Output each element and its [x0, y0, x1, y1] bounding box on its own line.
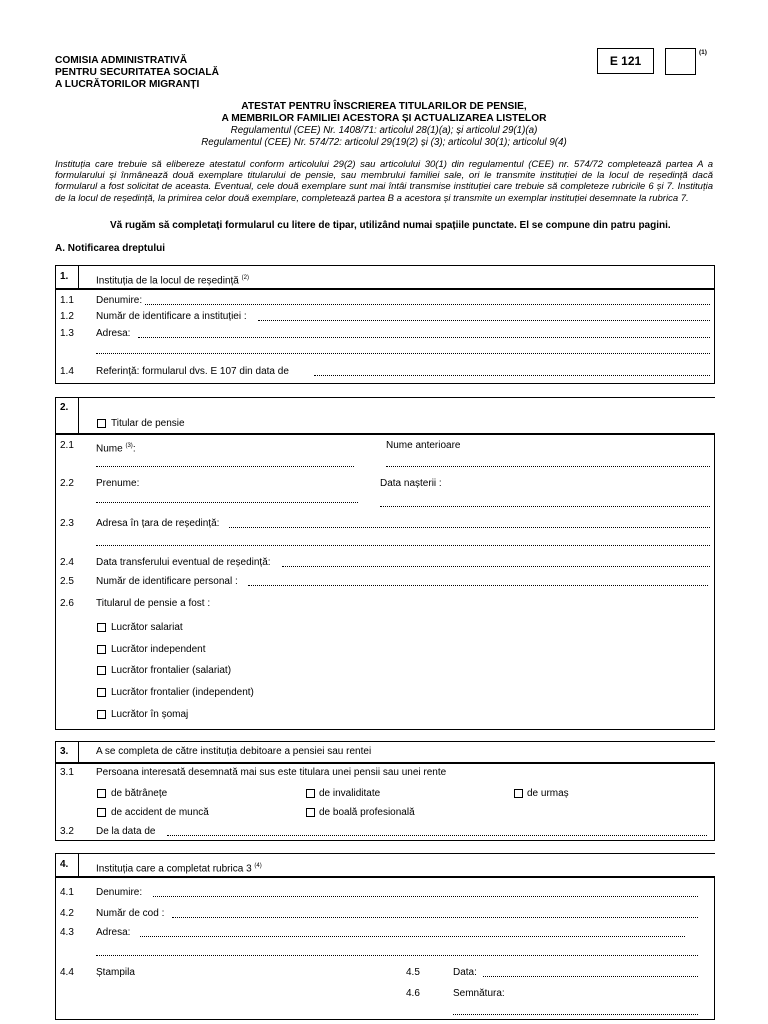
- title-line1: ATESTAT PENTRU ÎNSCRIEREA TITULARILOR DE PENSIE,: [241, 101, 527, 112]
- row-2-5-label: Număr de identificare personal :: [96, 576, 238, 587]
- issuing-date-field[interactable]: [483, 976, 698, 977]
- row-1-4-number: 1.4: [60, 366, 74, 377]
- row-1-3-number: 1.3: [60, 328, 74, 339]
- row-1-3-label: Adresa:: [96, 328, 131, 339]
- firstname-field[interactable]: [96, 502, 358, 503]
- section-4-heading-text: Instituția care a completat rubrica 3: [96, 863, 252, 875]
- row-3-2-number: 3.2: [60, 826, 74, 837]
- row-2-6-label: Titularul de pensie a fost :: [96, 598, 211, 609]
- section-1-heading: [96, 272, 249, 287]
- row-2-1-note: (3): [125, 443, 133, 449]
- row-4-1-number: 4.1: [60, 887, 74, 898]
- birthdate-field[interactable]: [380, 506, 710, 507]
- issuing-address-field-2[interactable]: [96, 955, 698, 956]
- start-date-field[interactable]: [167, 835, 707, 836]
- row-2-2-number: 2.2: [60, 478, 74, 489]
- section-2-number: 2.: [55, 397, 79, 434]
- personal-id-field[interactable]: [248, 585, 708, 586]
- row-2-6-number: 2.6: [60, 598, 74, 609]
- row-4-5-number: 4.5: [406, 967, 420, 978]
- header-org-line2: PENTRU SECURITATEA SOCIALĂ: [55, 67, 219, 78]
- row-2-1-label-text: Nume: [96, 443, 123, 455]
- row-4-4-label: Ștampila: [96, 967, 135, 978]
- row-1-2-label: Număr de identificare a instituției :: [96, 311, 247, 322]
- residence-address-field-2[interactable]: [96, 545, 710, 546]
- option-frontier-employee-label: Lucrător frontalier (salariat): [111, 665, 232, 676]
- issuing-address-field-1[interactable]: [140, 936, 685, 937]
- form-blank-box[interactable]: [665, 48, 696, 75]
- row-2-4-number: 2.4: [60, 557, 74, 568]
- row-2-2-label: Prenume:: [96, 478, 140, 489]
- transfer-date-field[interactable]: [282, 566, 710, 567]
- work-accident-label: de accident de muncă: [111, 807, 209, 818]
- issuing-code-field[interactable]: [172, 917, 698, 918]
- occupational-disease-checkbox[interactable]: [306, 808, 315, 817]
- section-4-body-box: [55, 877, 715, 1020]
- instruction-text: Vă rugăm să completați formularul cu litere de tipar, utilizând numai spațiile punctate. El se compune din patru pagini.: [110, 220, 671, 231]
- row-1-1-label: Denumire:: [96, 295, 143, 306]
- row-4-5-label: Data:: [453, 967, 477, 978]
- section-4-number: 4.: [55, 853, 79, 877]
- row-3-1-label: Persoana interesată desemnată mai sus este titulara unei pensii sau unei rente: [96, 767, 447, 778]
- invalidity-label: de invaliditate: [319, 788, 381, 799]
- section-4-heading: [96, 860, 262, 875]
- signature-field[interactable]: [453, 1014, 698, 1015]
- row-2-1-label: [96, 440, 136, 455]
- titular-checkbox-label: Titular de pensie: [111, 418, 185, 429]
- section-1-number: 1.: [55, 265, 79, 289]
- row-4-2-number: 4.2: [60, 908, 74, 919]
- row-2-1-colon: :: [132, 443, 136, 455]
- section-3-number: 3.: [55, 741, 79, 763]
- former-names-field[interactable]: [386, 466, 710, 467]
- form-code-box: E 121: [597, 48, 654, 74]
- option-self-employed-checkbox[interactable]: [97, 645, 106, 654]
- regulation-line1: Regulamentul (CEE) Nr. 1408/71: articolul 28(1)(a); și articolul 29(1)(a): [230, 125, 538, 136]
- old-age-checkbox[interactable]: [97, 789, 106, 798]
- option-frontier-self-employed-label: Lucrător frontalier (independent): [111, 687, 254, 698]
- row-2-1-right-label: Nume anterioare: [386, 440, 461, 451]
- invalidity-checkbox[interactable]: [306, 789, 315, 798]
- row-3-1-number: 3.1: [60, 767, 74, 778]
- residence-address-field-1[interactable]: [229, 527, 710, 528]
- row-1-1-number: 1.1: [60, 295, 74, 306]
- footnote-mark: (1): [699, 49, 707, 56]
- row-2-4-label: Data transferului eventual de reședință:: [96, 557, 271, 568]
- row-2-3-number: 2.3: [60, 518, 74, 529]
- name-field[interactable]: [145, 304, 710, 305]
- section-a-title: A. Notificarea dreptului: [55, 243, 166, 254]
- address-field-2[interactable]: [96, 353, 710, 354]
- row-2-2-right-label: Data nașterii :: [380, 478, 442, 489]
- option-self-employed-label: Lucrător independent: [111, 644, 206, 655]
- row-4-3-label: Adresa:: [96, 927, 131, 938]
- row-2-1-number: 2.1: [60, 440, 74, 451]
- section-3-heading: A se completa de către instituția debitoare a pensiei sau rentei: [96, 746, 372, 757]
- survivor-label: de urmaș: [527, 788, 569, 799]
- row-2-3-label: Adresa în țara de reședință:: [96, 518, 220, 529]
- row-4-6-number: 4.6: [406, 988, 420, 999]
- row-1-2-number: 1.2: [60, 311, 74, 322]
- institution-id-field[interactable]: [258, 320, 710, 321]
- regulation-line2: Regulamentul (CEE) Nr. 574/72: articolul 29(19(2) și (3); articolul 30(1); articolul 9(4): [201, 137, 567, 148]
- occupational-disease-label: de boală profesională: [319, 807, 415, 818]
- section-1-heading-note: (2): [241, 275, 249, 281]
- issuing-name-field[interactable]: [153, 896, 698, 897]
- row-4-6-label: Semnătura:: [453, 988, 505, 999]
- address-field-1[interactable]: [138, 337, 710, 338]
- section-1-heading-text: Instituția de la locul de reședință: [96, 275, 239, 287]
- row-4-4-number: 4.4: [60, 967, 74, 978]
- row-2-5-number: 2.5: [60, 576, 74, 587]
- row-4-1-label: Denumire:: [96, 887, 143, 898]
- intro-paragraph: Instituția care trebuie să elibereze atestatul conform articolului 29(2) sau articolului 30(1) din regulamentul (CEE) nr. 574/72 completează partea A a formularului și înmânează două exemplare titularului de pensie, sau membrului familiei sale, ori le transmite instituției de la locul de reședință dacă formularul a fost solicitat de aceasta. Eventual, cele două exemplare sunt mai întâi transmise instituției care trebuie să completeze rubricile 6 și 7. Instituția de la locul de reședință, la primirea celor două exemplare, completează partea B a acestora și transmite un exemplar instituției desemnate la rubrica 7.: [55, 159, 713, 204]
- row-4-2-label: Număr de cod :: [96, 908, 165, 919]
- option-employee-label: Lucrător salariat: [111, 622, 183, 633]
- row-4-3-number: 4.3: [60, 927, 74, 938]
- work-accident-checkbox[interactable]: [97, 808, 106, 817]
- option-frontier-self-employed-checkbox[interactable]: [97, 688, 106, 697]
- option-unemployed-label: Lucrător în șomaj: [111, 709, 189, 720]
- header-org-line1: COMISIA ADMINISTRATIVĂ: [55, 55, 188, 66]
- header-org-line3: A LUCRĂTORILOR MIGRANȚI: [55, 79, 200, 90]
- titular-checkbox[interactable]: [97, 419, 106, 428]
- option-frontier-employee-checkbox[interactable]: [97, 666, 106, 675]
- reference-date-field[interactable]: [314, 375, 710, 376]
- surname-field[interactable]: [96, 466, 354, 467]
- row-1-4-label: Referință: formularul dvs. E 107 din data de: [96, 366, 289, 377]
- title-line2: A MEMBRILOR FAMILIEI ACESTORA ȘI ACTUALIZAREA LISTELOR: [221, 113, 547, 124]
- old-age-label: de bătrânețe: [111, 788, 168, 799]
- section-4-heading-note: (4): [254, 863, 262, 869]
- option-employee-checkbox[interactable]: [97, 623, 106, 632]
- survivor-checkbox[interactable]: [514, 789, 523, 798]
- option-unemployed-checkbox[interactable]: [97, 710, 106, 719]
- row-3-2-label: De la data de: [96, 826, 156, 837]
